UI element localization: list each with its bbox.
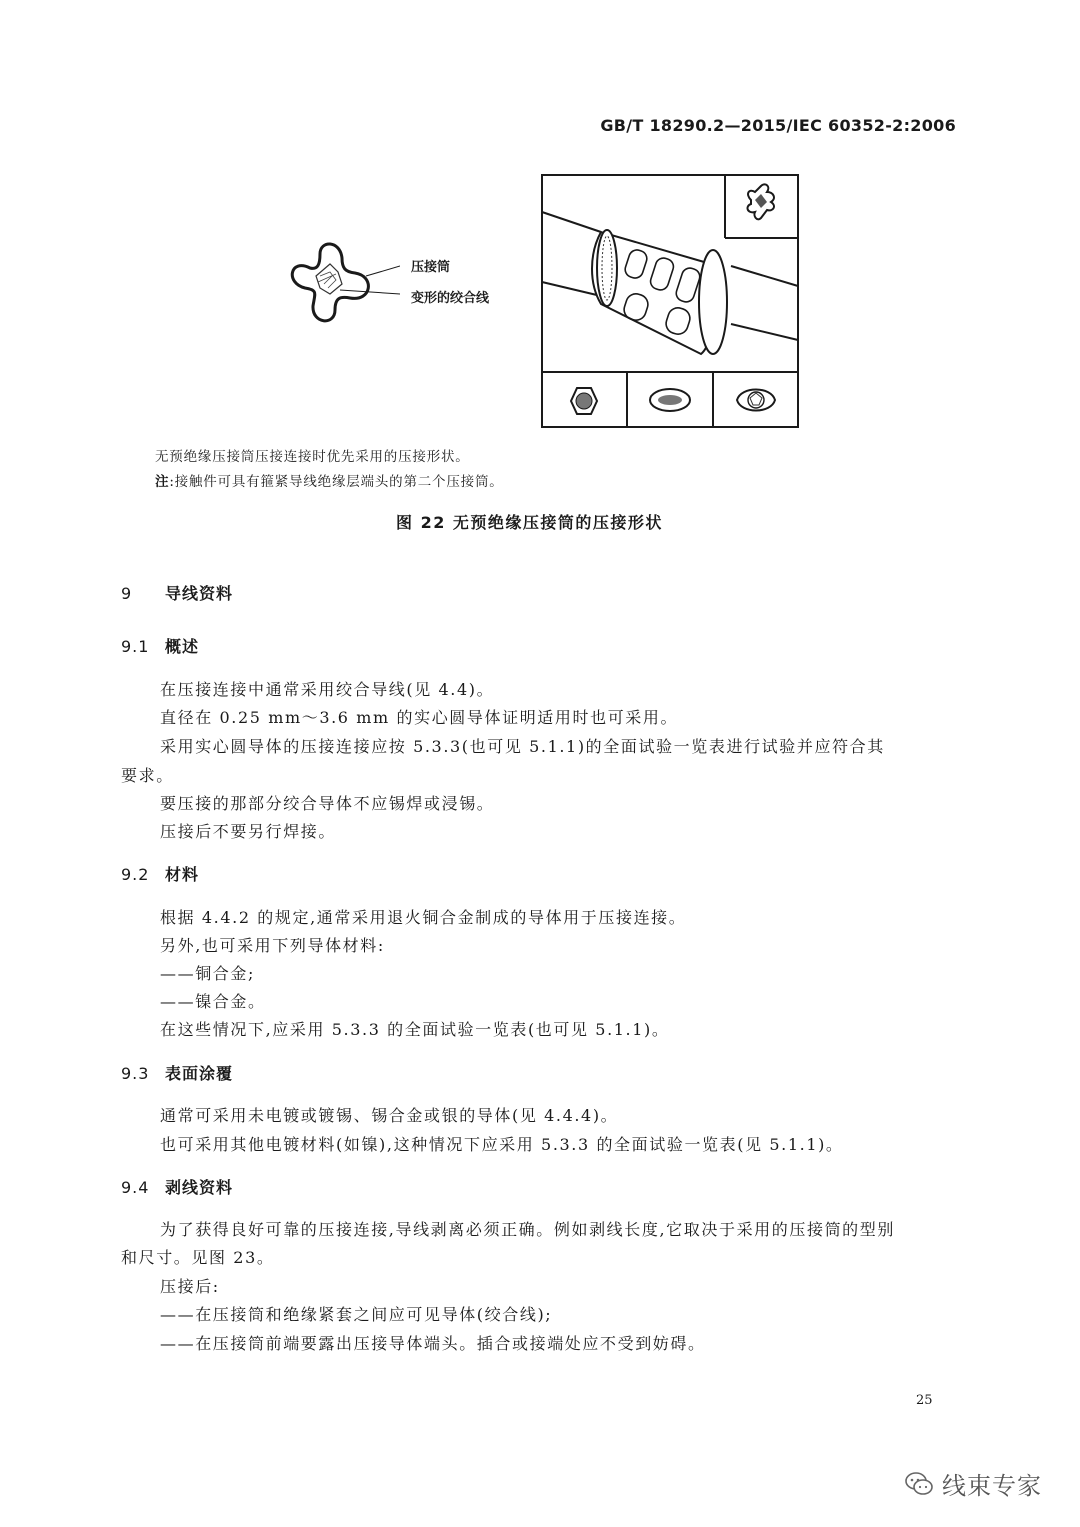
paragraph-line: 要求。 (121, 766, 174, 785)
list-item: ——镍合金。 (160, 992, 266, 1011)
wechat-icon (904, 1470, 934, 1498)
section-number: 9.2 (121, 865, 150, 884)
section-number: 9 (121, 584, 133, 603)
figure-note (155, 470, 504, 490)
paragraph-line: 压接后: (160, 1277, 220, 1296)
crimp-cross-section-drawing (280, 228, 400, 328)
section-heading-9-3 (121, 1061, 233, 1084)
note-prefix: 注 (155, 474, 170, 490)
standard-number: GB/T 18290.2—2015/IEC 60352-2:2006 (600, 116, 956, 135)
watermark (904, 1466, 1042, 1501)
list-item: ——铜合金; (160, 964, 255, 983)
note-text: :接触件可具有箍紧导线绝缘层端头的第二个压接筒。 (169, 474, 504, 490)
section-number: 9.4 (121, 1178, 150, 1197)
crimp-barrel-drawing (541, 174, 799, 428)
list-item: ——在压接筒前端要露出压接导体端头。插合或接端处应不受到妨碍。 (160, 1334, 706, 1353)
section-number: 9.1 (121, 637, 150, 656)
paragraph-line: 压接后不要另行焊接。 (160, 822, 337, 841)
paragraph-line: 通常可采用未电镀或镀锡、锡合金或银的导体(见 4.4.4)。 (160, 1106, 619, 1125)
section-heading-9-2 (121, 862, 199, 885)
paragraph-line: 根据 4.4.2 的规定,通常采用退火铜合金制成的导体用于压接连接。 (160, 908, 687, 927)
figure-note-line: 无预绝缘压接筒压接连接时优先采用的压接形状。 (155, 449, 470, 465)
page-number: 25 (916, 1393, 933, 1408)
section-heading-9-4 (121, 1175, 233, 1198)
paragraph-line: 要压接的那部分绞合导体不应锡焊或浸锡。 (160, 794, 495, 813)
section-title: 表面涂覆 (165, 1064, 234, 1083)
label-crimp-barrel: 压接筒 (411, 260, 451, 275)
section-heading-9-1 (121, 634, 199, 657)
section-title: 材料 (165, 865, 200, 884)
section-title: 概述 (165, 637, 200, 656)
figure-caption: 图 22 无预绝缘压接筒的压接形状 (396, 513, 663, 532)
paragraph-line: 和尺寸。见图 23。 (121, 1248, 275, 1267)
paragraph-line: 在这些情况下,应采用 5.3.3 的全面试验一览表(也可见 5.1.1)。 (160, 1020, 670, 1039)
paragraph-line: 采用实心圆导体的压接连接应按 5.3.3(也可见 5.1.1)的全面试验一览表进行试验并应符合其 (160, 737, 885, 756)
section-title: 导线资料 (165, 584, 234, 603)
section-title: 剥线资料 (165, 1178, 234, 1197)
section-heading-9 (121, 581, 233, 604)
paragraph-line: 也可采用其他电镀材料(如镍),这种情况下应采用 5.3.3 的全面试验一览表(见 5.1.1)。 (160, 1135, 844, 1154)
list-item: ——在压接筒和绝缘紧套之间应可见导体(绞合线); (160, 1305, 553, 1324)
paragraph-line: 在压接连接中通常采用绞合导线(见 4.4)。 (160, 680, 495, 699)
paragraph-line: 为了获得良好可靠的压接连接,导线剥离必须正确。例如剥线长度,它取决于采用的压接筒的型别 (160, 1220, 895, 1239)
paragraph-line: 另外,也可采用下列导体材料: (160, 936, 385, 955)
label-deformed-strands: 变形的绞合线 (411, 291, 490, 306)
paragraph-line: 直径在 0.25 mm～3.6 mm 的实心圆导体证明适用时也可采用。 (160, 708, 679, 727)
watermark-text: 线束专家 (942, 1472, 1042, 1500)
section-number: 9.3 (121, 1064, 150, 1083)
